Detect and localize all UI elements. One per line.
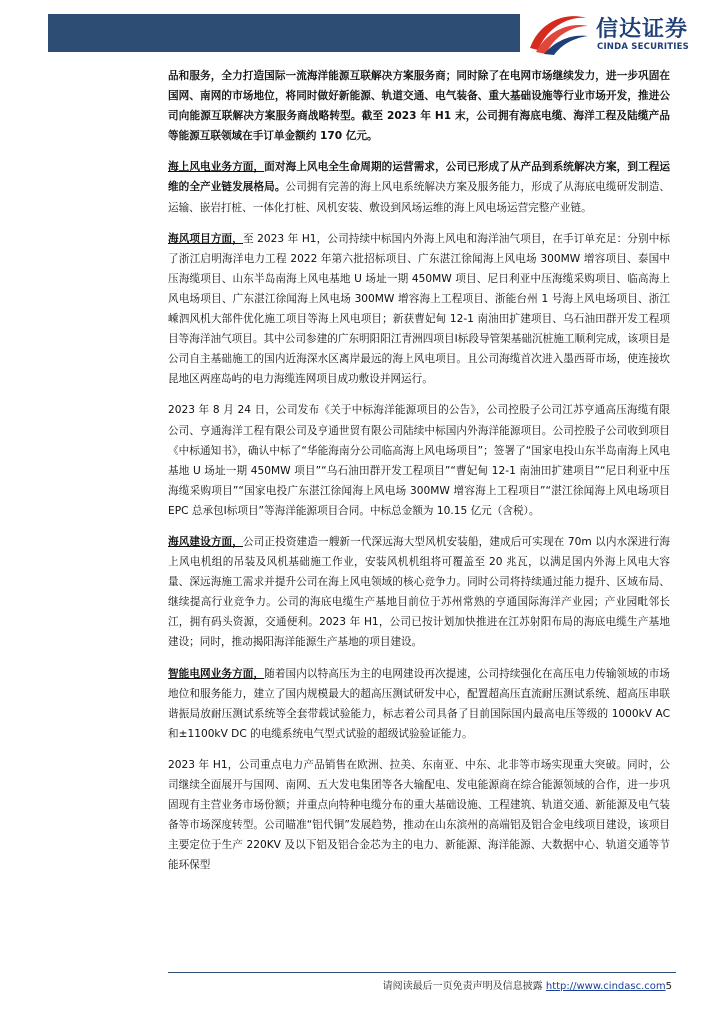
brand-name-cn: 信达证券 <box>596 17 689 42</box>
footer-divider <box>168 972 676 973</box>
section-heading: 智能电网业务方面， <box>168 667 265 680</box>
bold-text: 品和服务，全力打造国际一流海洋能源互联解决方案服务商；同时除了在电网市场继续发力，进一步巩固在国网、南网的市场地位，将同时做好新能源、轨道交通、电气装备、重大基础设施等行业市场开发，推进公司向能源互联解决方案服务商战略转型。截至 2023 年 H1 末，公司拥有海底电缆、海洋工程及陆缆产品等能源互联领域在手订单金额约 170 亿元。 <box>168 70 670 143</box>
paragraph <box>168 229 670 390</box>
body-text: 2023 年 H1，公司重点电力产品销售在欧洲、拉美、东南亚、中东、北非等市场实现重大突破。同时，公司继续全面展开与国网、南网、五大发电集团等各大输配电、发电能源商在综合能源领域的合作，进一步巩固现有主营业务市场份额；并重点向特种电缆分布的重大基础设施、工程建筑、轨道交通、新能源及电气装备等市场深度转型。公司瞄准“铝代铜”发展趋势，推动在山东滨州的高端铝及铝合金电线项目建设，该项目主要定位于生产 220KV 及以下铝及铝合金芯为主的电力、新能源、海洋能源、大数据中心、轨道交通等节能环保型 <box>168 758 670 872</box>
body-text: 2023 年 8 月 24 日，公司发布《关于中标海洋能源项目的公告》，公司控股子公司江苏亨通高压海缆有限公司、亨通海洋工程有限公司及亨通世贸有限公司陆续中标国内外海洋能源项目。公司控股子公司收到项目《中标通知书》，确认中标了“华能海南分公司临高海上风电场项目”；签署了“国家电投山东半岛南海上风电基地 U 场址一期 450MW 项目”“乌石油田群开发工程项目”“曹妃甸 12-1 南油田扩建项目”“尼日利亚中压海缆采购项目”“国家电投广东湛江徐闻海上风电场 300MW 增容海上工程项目”“湛江徐闻海上风电场项目 EPC 总承包Ⅰ标项目”等海洋能源项目合同。中标总金额为 10.15 亿元（含税）。 <box>168 404 670 517</box>
paragraph <box>168 66 670 146</box>
bold-text: 面对海上风电全生命周期的运营需求，公司已形成了从产品到系统解决方案，到工程运维的全产业链发展格局。 <box>168 161 671 194</box>
section-heading: 海风建设方面， <box>168 535 243 548</box>
paragraph <box>168 755 670 876</box>
page-footer <box>383 977 672 992</box>
cinda-logo <box>526 10 716 56</box>
section-heading: 海上风电业务方面， <box>168 161 265 174</box>
section-heading: 海风项目方面， <box>168 232 243 245</box>
paragraph <box>168 157 670 217</box>
body-text: 随着国内以特高压为主的电网建设再次提速，公司持续强化在高压电力传输领域的市场地位和服务能力，建立了国内规模最大的超高压测试研发中心，配置超高压直流耐压测试系统、超高压串联谐振局放耐压测试系统等全套带载试验能力，标志着公司具备了目前国际国内最高电压等级的 1000kV AC 和±1100kV DC 的电缆系统电气型式试验的超级试验验证能力。 <box>168 667 671 740</box>
paragraph <box>168 532 670 653</box>
website-link[interactable]: http://www.cindasc.com <box>545 981 666 992</box>
header-bar <box>48 14 520 52</box>
brand-name-en: CINDA SECURITIES <box>597 42 689 52</box>
paragraph <box>168 400 670 521</box>
body-text: 公司正投资建造一艘新一代深远海大型风机安装船，建成后可实现在 70m 以内水深进行海上风电机组的吊装及风机基础施工作业，安装风机机组将可覆盖至 20 兆瓦，以满足国内外海上风电大容量、深远海施工需求并提升公司在海上风电领域的核心竞争力。同时公司将持续通过能力提升、区域布局、继续提高行业竞争力。公司的海底电缆生产基地目前位于苏州常熟的亨通国际海洋产业园；产业园毗邻长江，拥有码头资源，交通便利。2023 年 H1，公司已按计划加快推进在江苏射阳布局的海底电缆生产基地建设；同时，推动揭阳海洋能源生产基地的项目建设。 <box>168 535 671 649</box>
cinda-logo-icon <box>526 10 590 56</box>
body-text: 公司拥有完善的海上风电系统解决方案及服务能力，形成了从海底电缆研发制造、运输、嵌岩打桩、一体化打桩、风机安装、敷设到风场运维的海上风电场运营完整产业链。 <box>168 181 671 214</box>
body-text: 至 2023 年 H1，公司持续中标国内外海上风电和海洋油气项目，在手订单充足：分别中标了浙江启明海洋电力工程 2022 年第六批招标项目、广东湛江徐闻海上风电场 300MW 增容项目、泰国中压海缆项目、山东半岛南海上风电基地 U 场址一期 450MW 项目、尼日利亚中压海缆采购项目、临高海上风电场项目、广东湛江徐闻海上风电场 300MW 增容海上工程项目、浙能台州 1 号海上风电场项目、浙江嵊泗风机大部件优化施工项目等海上风电项目；新获曹妃甸 12-1 南油田扩建项目、乌石油田群开发工程项目等海洋油气项目。其中公司参建的广东明阳阳江青洲四项目Ⅰ标段导管架基础沉桩施工顺利完成，该项目是公司自主基础施工的国内近海深水区离岸最远的海上风电项目。且公司海缆首次进入墨西哥市场，使连接坎昆地区两座岛屿的电力海缆连网项目成功敷设并网运行。 <box>168 232 671 386</box>
paragraph <box>168 664 670 744</box>
disclaimer-text: 请阅读最后一页免责声明及信息披露 <box>382 981 546 992</box>
page-number: 5 <box>665 981 672 992</box>
report-body <box>168 66 670 886</box>
